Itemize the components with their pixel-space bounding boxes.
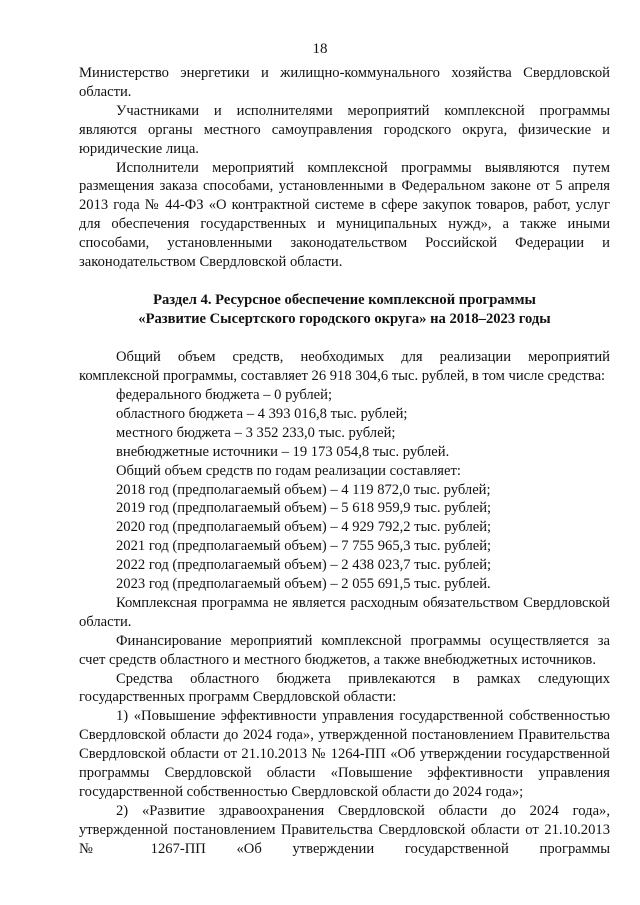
page-number: 18 bbox=[312, 41, 328, 57]
source-item-extrabudgetary: внебюджетные источники – 19 173 054,8 тыс. рублей. bbox=[116, 443, 450, 460]
years-intro: Общий объем средств по годам реализации составляет: bbox=[116, 462, 461, 479]
section-heading bbox=[79, 291, 610, 328]
year-item-2020: 2020 год (предполагаемый объем) – 4 929 792,2 тыс. рублей; bbox=[116, 519, 492, 536]
section-heading-line-2: «Развитие Сысертского городского округа» на 2018–2023 годы bbox=[138, 310, 551, 327]
year-item-2022: 2022 год (предполагаемый объем) – 2 438 023,7 тыс. рублей; bbox=[116, 557, 492, 574]
page-body bbox=[79, 64, 610, 859]
paragraph-total-volume: Общий объем средств, необходимых для реализации мероприятий комплексной программы, составляет 26 918 304,6 тыс. рублей, в том числе средства: bbox=[79, 349, 610, 385]
source-item-regional: областного бюджета – 4 393 016,8 тыс. рублей; bbox=[116, 405, 408, 422]
year-item-2023: 2023 год (предполагаемый объем) – 2 055 691,5 тыс. рублей. bbox=[116, 576, 491, 593]
year-item-2018: 2018 год (предполагаемый объем) – 4 119 872,0 тыс. рублей; bbox=[116, 481, 491, 498]
section-heading-line-1: Раздел 4. Ресурсное обеспечение комплексной программы bbox=[153, 291, 536, 308]
program-item-1: 1) «Повышение эффективности управления государственной собственностью Свердловской области до 2024 года», утвержденной постановлением Правительства Свердловской области от 21.10.2013 № 1264-ПП «Об утверждении государственной программы Свердловской области «Повышение эффективности управления государственной собственностью Свердловской области до 2024 года»; bbox=[79, 708, 610, 800]
paragraph-participants: Участниками и исполнителями мероприятий комплексной программы являются органы местного самоуправления городского округа, физические и юридические лица. bbox=[79, 102, 610, 157]
paragraph-executors: Исполнители мероприятий комплексной программы выявляются путем размещения заказа способами, установленными в Федеральном законе от 5 апреля 2013 года № 44-ФЗ «О контрактной системе в сфере закупок товаров, работ, услуг для обеспечения государственных и муниципальных нужд», а также иными способами, установленными законодательством Российской Федерации и законодательством Свердловской области. bbox=[79, 159, 610, 271]
paragraph-regional-funds: Средства областного бюджета привлекаются в рамках следующих государственных программ Свердловской области: bbox=[79, 670, 610, 706]
year-item-2021: 2021 год (предполагаемый объем) – 7 755 965,3 тыс. рублей; bbox=[116, 538, 492, 555]
paragraph-not-obligation: Комплексная программа не является расходным обязательством Свердловской области. bbox=[79, 594, 610, 630]
source-item-federal: федерального бюджета – 0 рублей; bbox=[116, 386, 333, 403]
year-item-2019: 2019 год (предполагаемый объем) – 5 618 959,9 тыс. рублей; bbox=[116, 500, 492, 517]
source-item-local: местного бюджета – 3 352 233,0 тыс. рублей; bbox=[116, 424, 396, 441]
paragraph-ministry: Министерство энергетики и жилищно-коммунального хозяйства Свердловской области. bbox=[79, 65, 610, 100]
program-item-2: 2) «Развитие здравоохранения Свердловской области до 2024 года», утвержденной постановлением Правительства Свердловской области от 21.10.2013 № 1267-ПП «Об утверждении государственной программы bbox=[79, 802, 610, 857]
paragraph-financing: Финансирование мероприятий комплексной программы осуществляется за счет средств областного и местного бюджетов, а также внебюджетных источников. bbox=[79, 632, 610, 668]
